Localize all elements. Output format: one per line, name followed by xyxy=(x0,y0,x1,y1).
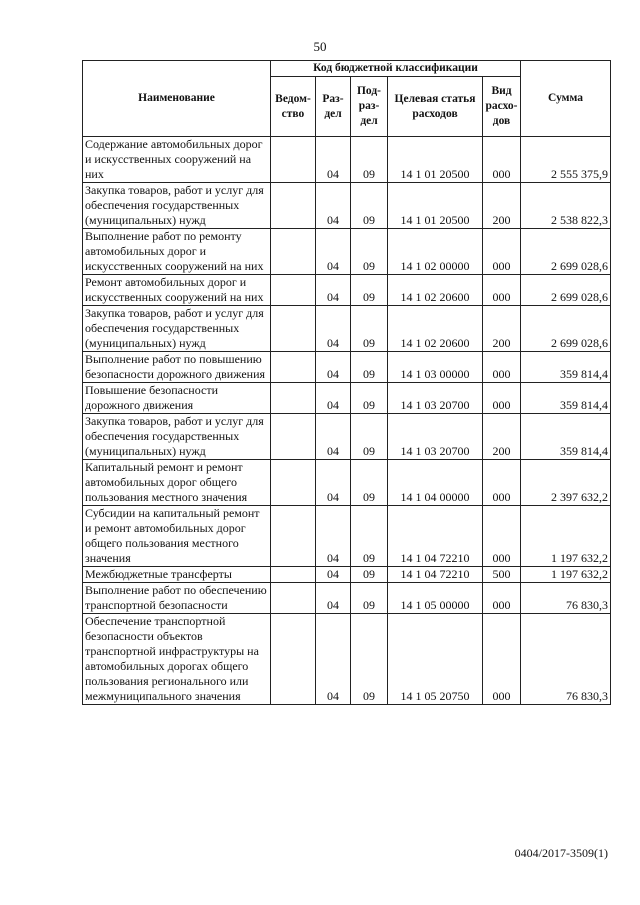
row-name: Повышение безопасности дорожного движения xyxy=(83,383,271,414)
table-row xyxy=(83,229,611,275)
row-name: Межбюджетные трансферты xyxy=(83,567,271,583)
row-target-article: 14 1 04 00000 xyxy=(388,460,483,506)
row-vedomstvo xyxy=(271,614,316,705)
row-razdel: 04 xyxy=(316,614,351,705)
row-sum: 76 830,3 xyxy=(521,614,611,705)
row-vedomstvo xyxy=(271,383,316,414)
row-name: Обеспечение транспортной безопасности объектов транспортной инфраструктуры на автомобильных дорогах общего пользования регионального или межмуниципального значения xyxy=(83,614,271,705)
table-row xyxy=(83,383,611,414)
table-row xyxy=(83,506,611,567)
row-name: Закупка товаров, работ и услуг для обеспечения государственных (муниципальных) нужд xyxy=(83,414,271,460)
row-target-article: 14 1 03 20700 xyxy=(388,383,483,414)
row-name: Закупка товаров, работ и услуг для обеспечения государственных (муниципальных) нужд xyxy=(83,306,271,352)
row-sum: 2 699 028,6 xyxy=(521,306,611,352)
row-vedomstvo xyxy=(271,275,316,306)
row-name: Ремонт автомобильных дорог и искусственных сооружений на них xyxy=(83,275,271,306)
row-name: Выполнение работ по повышению безопасности дорожного движения xyxy=(83,352,271,383)
row-razdel: 04 xyxy=(316,275,351,306)
row-podrazdel: 09 xyxy=(351,183,388,229)
table-row xyxy=(83,275,611,306)
row-target-article: 14 1 05 20750 xyxy=(388,614,483,705)
row-target-article: 14 1 01 20500 xyxy=(388,183,483,229)
row-expense-type: 500 xyxy=(483,567,521,583)
row-target-article: 14 1 02 20600 xyxy=(388,275,483,306)
table-row xyxy=(83,306,611,352)
row-vedomstvo xyxy=(271,460,316,506)
row-razdel: 04 xyxy=(316,229,351,275)
row-razdel: 04 xyxy=(316,460,351,506)
row-expense-type: 000 xyxy=(483,352,521,383)
row-sum: 359 814,4 xyxy=(521,414,611,460)
table-row xyxy=(83,614,611,705)
table-row xyxy=(83,460,611,506)
table-row xyxy=(83,183,611,229)
row-razdel: 04 xyxy=(316,383,351,414)
row-vedomstvo xyxy=(271,183,316,229)
row-expense-type: 000 xyxy=(483,137,521,183)
row-name: Субсидии на капитальный ремонт и ремонт автомобильных дорог общего пользования местного значения xyxy=(83,506,271,567)
row-sum: 2 538 822,3 xyxy=(521,183,611,229)
row-sum: 359 814,4 xyxy=(521,352,611,383)
row-sum: 1 197 632,2 xyxy=(521,567,611,583)
row-target-article: 14 1 02 20600 xyxy=(388,306,483,352)
table-row xyxy=(83,583,611,614)
row-vedomstvo xyxy=(271,137,316,183)
row-podrazdel: 09 xyxy=(351,137,388,183)
row-expense-type: 000 xyxy=(483,460,521,506)
row-vedomstvo xyxy=(271,567,316,583)
row-razdel: 04 xyxy=(316,506,351,567)
header-razdel: Раз-дел xyxy=(316,77,351,137)
row-podrazdel: 09 xyxy=(351,306,388,352)
row-podrazdel: 09 xyxy=(351,506,388,567)
table-row xyxy=(83,352,611,383)
header-name: Наименование xyxy=(83,61,271,137)
page-number: 50 xyxy=(313,39,327,54)
row-razdel: 04 xyxy=(316,352,351,383)
header-vedomstvo: Ведом-ство xyxy=(271,77,316,137)
row-razdel: 04 xyxy=(316,306,351,352)
row-sum: 2 699 028,6 xyxy=(521,275,611,306)
row-vedomstvo xyxy=(271,583,316,614)
row-target-article: 14 1 02 00000 xyxy=(388,229,483,275)
row-target-article: 14 1 01 20500 xyxy=(388,137,483,183)
row-expense-type: 000 xyxy=(483,506,521,567)
row-expense-type: 200 xyxy=(483,183,521,229)
row-name: Капитальный ремонт и ремонт автомобильных дорог общего пользования местного значения xyxy=(83,460,271,506)
row-name: Выполнение работ по обеспечению транспортной безопасности xyxy=(83,583,271,614)
row-sum: 2 699 028,6 xyxy=(521,229,611,275)
row-podrazdel: 09 xyxy=(351,229,388,275)
row-name: Содержание автомобильных дорог и искусственных сооружений на них xyxy=(83,137,271,183)
row-razdel: 04 xyxy=(316,583,351,614)
row-podrazdel: 09 xyxy=(351,460,388,506)
row-podrazdel: 09 xyxy=(351,567,388,583)
row-expense-type: 000 xyxy=(483,383,521,414)
row-vedomstvo xyxy=(271,229,316,275)
header-budget-code: Код бюджетной классификации xyxy=(271,61,521,77)
row-razdel: 04 xyxy=(316,137,351,183)
header-podrazdel: Под-раз-дел xyxy=(351,77,388,137)
table-header xyxy=(83,61,611,137)
row-target-article: 14 1 03 00000 xyxy=(388,352,483,383)
row-razdel: 04 xyxy=(316,414,351,460)
row-sum: 76 830,3 xyxy=(521,583,611,614)
table-row xyxy=(83,414,611,460)
table-body xyxy=(83,137,611,705)
row-target-article: 14 1 04 72210 xyxy=(388,567,483,583)
row-sum: 359 814,4 xyxy=(521,383,611,414)
row-podrazdel: 09 xyxy=(351,414,388,460)
header-expense-type: Вид расхо-дов xyxy=(483,77,521,137)
row-vedomstvo xyxy=(271,352,316,383)
row-target-article: 14 1 04 72210 xyxy=(388,506,483,567)
row-razdel: 04 xyxy=(316,183,351,229)
header-target-article: Целевая статья расходов xyxy=(388,77,483,137)
table-row xyxy=(83,567,611,583)
row-podrazdel: 09 xyxy=(351,383,388,414)
row-podrazdel: 09 xyxy=(351,352,388,383)
row-expense-type: 200 xyxy=(483,306,521,352)
row-target-article: 14 1 05 00000 xyxy=(388,583,483,614)
row-sum: 2 397 632,2 xyxy=(521,460,611,506)
row-expense-type: 000 xyxy=(483,583,521,614)
row-vedomstvo xyxy=(271,506,316,567)
row-expense-type: 000 xyxy=(483,275,521,306)
row-expense-type: 000 xyxy=(483,229,521,275)
row-expense-type: 200 xyxy=(483,414,521,460)
row-expense-type: 000 xyxy=(483,614,521,705)
row-podrazdel: 09 xyxy=(351,275,388,306)
row-razdel: 04 xyxy=(316,567,351,583)
row-target-article: 14 1 03 20700 xyxy=(388,414,483,460)
row-name: Закупка товаров, работ и услуг для обеспечения государственных (муниципальных) нужд xyxy=(83,183,271,229)
row-vedomstvo xyxy=(271,414,316,460)
row-sum: 1 197 632,2 xyxy=(521,506,611,567)
document-code: 0404/2017-3509(1) xyxy=(514,846,608,860)
row-name: Выполнение работ по ремонту автомобильных дорог и искусственных сооружений на них xyxy=(83,229,271,275)
budget-table xyxy=(82,60,611,705)
row-podrazdel: 09 xyxy=(351,614,388,705)
header-sum: Сумма xyxy=(521,61,611,137)
row-sum: 2 555 375,9 xyxy=(521,137,611,183)
row-vedomstvo xyxy=(271,306,316,352)
row-podrazdel: 09 xyxy=(351,583,388,614)
table-row xyxy=(83,137,611,183)
